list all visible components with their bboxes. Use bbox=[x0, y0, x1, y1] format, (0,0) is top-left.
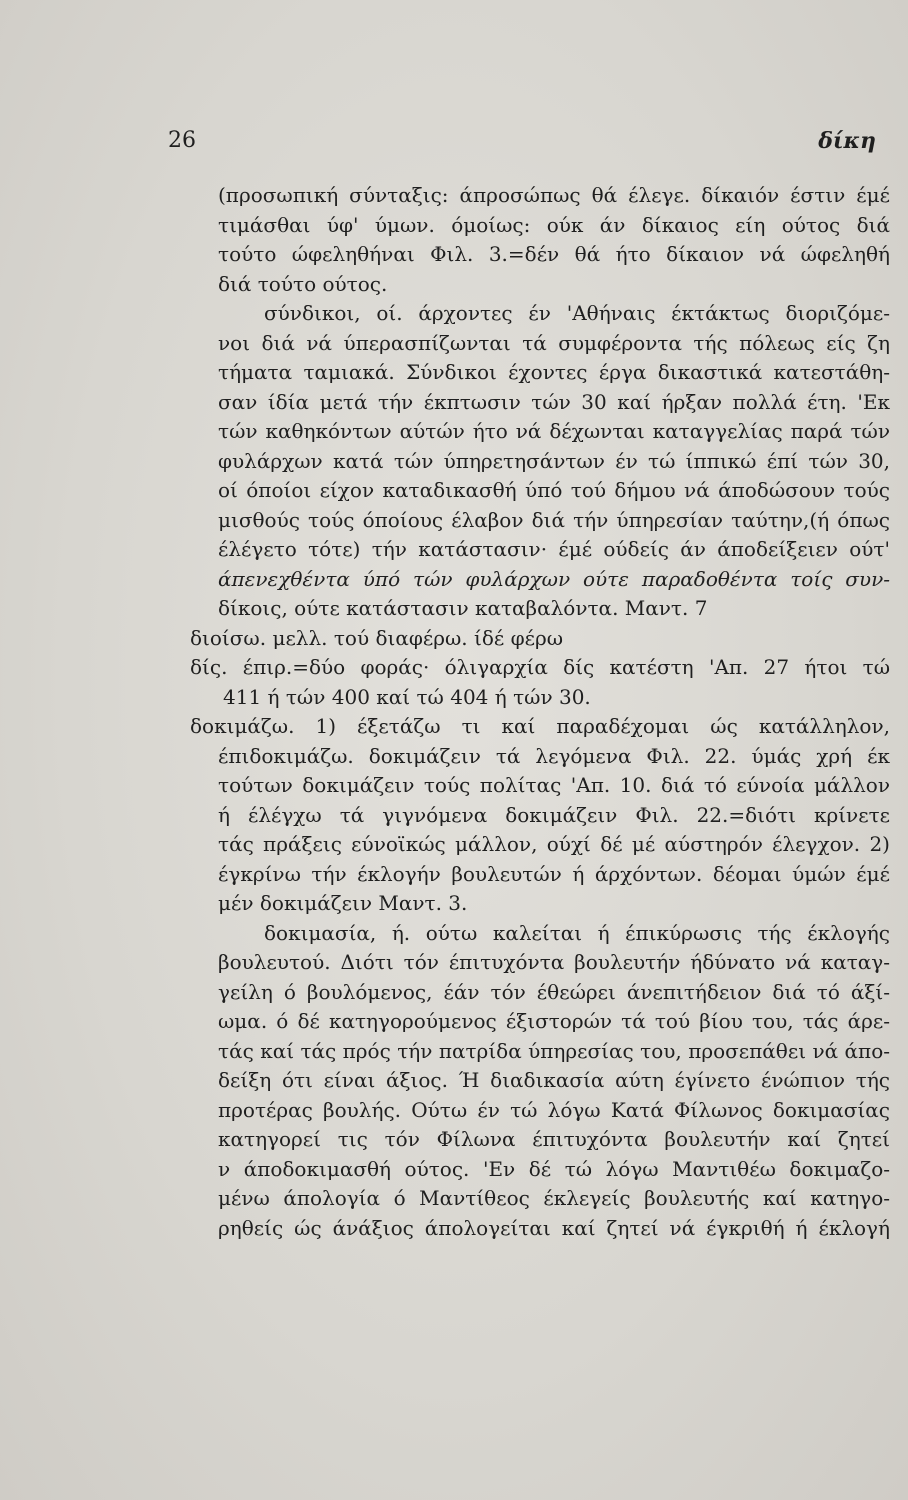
text-line: τήματα ταμιακά. Σύνδικοι έχοντες έργα δικαστικά κατεστάθη- bbox=[218, 360, 890, 384]
text-line: βουλευτού. Διότι τόν έπιτυχόντα βουλευτήν ήδύνατο νά καταγ- bbox=[218, 950, 890, 974]
text-line: δίκοις, ούτε κατάστασιν καταβαλόντα. Μαντ. 7 bbox=[218, 596, 708, 620]
text-line: ρηθείς ώς άνάξιος άπολογείται καί ζητεί νά έγκριθή ή έκλογή bbox=[218, 1215, 890, 1240]
text-line: μένω άπολογία ό Μαντίθεος έκλεγείς βουλευτής καί κατηγο- bbox=[218, 1186, 890, 1210]
text-line: νοι διά νά ύπερασπίζωνται τά συμφέροντα τής πόλεως είς ζη bbox=[218, 330, 890, 355]
text-line: τούτο ώφεληθήναι Φιλ. 3.=δέν θά ήτο δίκαιον νά ώφεληθή bbox=[218, 242, 890, 266]
text-line: ωμα. ό δέ κατηγορούμενος έξιστορών τά τού βίου του, τάς άρε- bbox=[218, 1009, 890, 1033]
text-line: γείλη ό βουλόμενος, έάν τόν έθεώρει άνεπιτήδειον διά τό άξί- bbox=[218, 979, 890, 1004]
entry-line-dokimazo: δοκιμάζω. 1) έξετάζω τι καί παραδέχομαι ώς κατάλληλον, bbox=[190, 714, 890, 738]
text-line: έγκρίνω τήν έκλογήν βουλευτών ή άρχόντων. δέομαι ύμών έμέ bbox=[218, 861, 890, 886]
text-line: οί όποίοι είχον καταδικασθή ύπό τού δήμου νά άποδώσουν τούς bbox=[218, 478, 890, 502]
text-line: άπενεχθέντα ύπό τών φυλάρχων ούτε παραδοθέντα τοίς συν- bbox=[218, 566, 890, 591]
text-line: τάς καί τάς πρός τήν πατρίδα ύπηρεσίας του, προσεπάθει νά άπο- bbox=[218, 1038, 890, 1063]
text-line: σαν ίδία μετά τήν έκπτωσιν τών 30 καί ήρξαν πολλά έτη. 'Εκ bbox=[218, 389, 890, 414]
entry-line-dis: δίς. έπιρ.=δύο φοράς· όλιγαρχία δίς κατέστη 'Απ. 27 ήτοι τώ bbox=[190, 655, 890, 679]
text-line: κατηγορεί τις τόν Φίλωνα έπιτυχόντα βουλευτήν καί ζητεί bbox=[218, 1127, 890, 1151]
text-line: τιμάσθαι ύφ' ύμων. όμοίως: ούκ άν δίκαιος είη ούτος διά bbox=[218, 212, 890, 237]
text-line: φυλάρχων κατά τών ύπηρετησάντων έν τώ ίππικώ έπί τών 30, bbox=[218, 448, 890, 473]
text-line: δείξη ότι είναι άξιος. Ή διαδικασία αύτη έγίνετο ένώπιον τής bbox=[218, 1068, 890, 1092]
text-line: ή έλέγχω τά γιγνόμενα δοκιμάζειν Φιλ. 22.=διότι κρίνετε bbox=[218, 802, 890, 827]
text-line: έλέγετο τότε) τήν κατάστασιν· έμέ ούδείς άν άποδείξειεν ούτ' bbox=[218, 537, 890, 561]
entry-line-dioiso: διοίσω. μελλ. τού διαφέρω. ίδέ φέρω bbox=[190, 625, 564, 650]
entry-line-dokimasia: δοκιμασία, ή. ούτω καλείται ή έπικύρωσις τής έκλογής bbox=[264, 920, 890, 945]
text-line: μισθούς τούς όποίους έλαβον διά τήν ύπηρεσίαν ταύτην,(ή όπως bbox=[218, 507, 890, 532]
text-line: μέν δοκιμάζειν Μαντ. 3. bbox=[218, 891, 468, 915]
entry-line-syndikoi: σύνδικοι, οί. άρχοντες έν 'Αθήναις έκτάκτως διοριζόμε- bbox=[264, 301, 890, 325]
text-line: προτέρας βουλής. Ούτω έν τώ λόγω Κατά Φίλωνος δοκιμασίας bbox=[218, 1097, 890, 1122]
text-line: τούτων δοκιμάζειν τούς πολίτας 'Απ. 10. διά τό εύνοία μάλλον bbox=[218, 773, 890, 797]
text-line: διά τούτο ούτος. bbox=[218, 271, 388, 296]
text-line: έπιδοκιμάζω. δοκιμάζειν τά λεγόμενα Φιλ. 22. ύμάς χρή έκ bbox=[218, 743, 890, 768]
text-line: ν άποδοκιμασθή ούτος. 'Εν δέ τώ λόγω Μαντιθέω δοκιμαζο- bbox=[218, 1156, 890, 1181]
text-line: (προσωπική σύνταξις: άπροσώπως θά έλεγε. δίκαιόν έστιν έμέ bbox=[218, 183, 890, 207]
page-number: 26 bbox=[168, 128, 196, 153]
text-line: τάς πράξεις εύνοϊκώς μάλλον, ούχί δέ μέ αύστηρόν έλεγχον. 2) bbox=[218, 832, 890, 856]
dictionary-text bbox=[190, 181, 890, 1243]
text-line: 411 ή τών 400 καί τώ 404 ή τών 30. bbox=[223, 684, 591, 709]
running-head bbox=[168, 128, 876, 158]
running-head-word: δίκη bbox=[818, 128, 876, 154]
text-line: τών καθηκόντων αύτών ήτο νά δέχωνται καταγγελίας παρά τών bbox=[218, 419, 890, 443]
